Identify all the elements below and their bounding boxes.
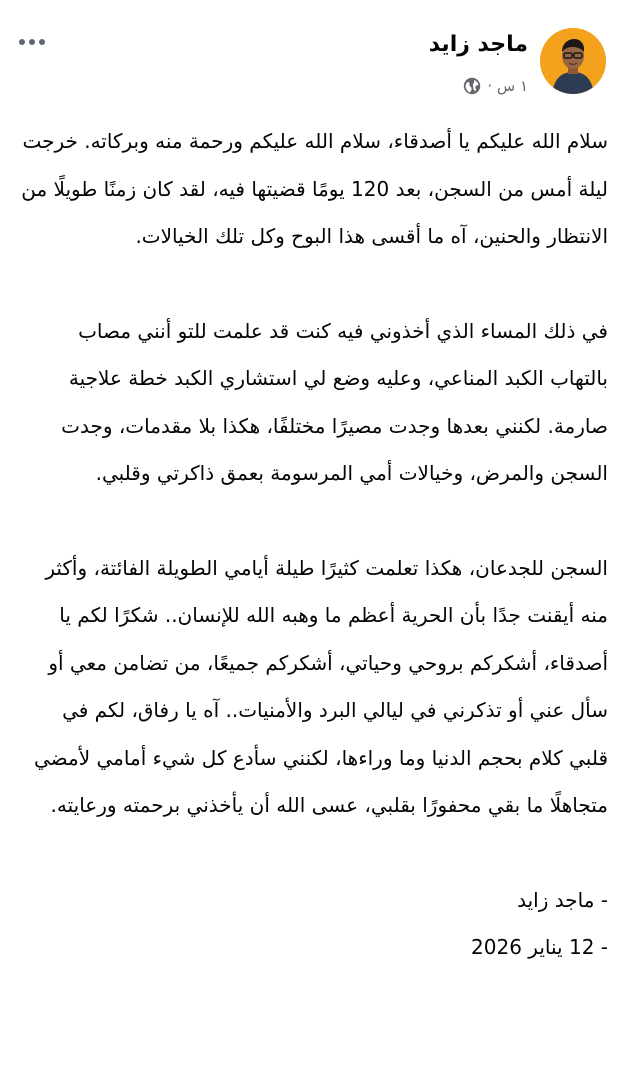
signature-name: - ماجد زايد <box>517 887 608 912</box>
avatar-photo <box>540 28 606 94</box>
post-time[interactable]: ١ س · <box>487 77 528 95</box>
post-paragraph: السجن للجدعان، هكذا تعلمت كثيرًا طيلة أيامي الطويلة الفائتة، وأكثر منه أيقنت جدًا بأن الحرية أعظم ما وهبه الله للإنسان.. شكرًا لكم يا أصدقاء، أشكركم بروحي وحياتي، أشكركم جميعًا، من تضامن معي أو سأل عني أو تذكرني في ليالي البرد والأمنيات.. آه يا رفاق، لكم في قلبي كلام بحجم الدنيا وما وراءها، لكنني سأدع كل شيء أمامي لأمضي متجاهلًا ما بقي محفورًا بقلبي، عسى الله أن يأخذني برحمته ورعايته. <box>34 555 608 817</box>
post-meta <box>463 76 528 96</box>
post-body <box>18 118 608 972</box>
author-avatar[interactable] <box>540 28 606 94</box>
more-dot-icon <box>29 39 35 45</box>
post-header <box>0 0 626 108</box>
more-dot-icon <box>19 39 25 45</box>
post-paragraph: سلام الله عليكم يا أصدقاء، سلام الله عليكم ورحمة منه وبركاته. خرجت ليلة أمس من السجن، بعد 120 يومًا قضيتها فيه، لقد كان زمنًا طويلًا من الانتظار والحنين، آه ما أقسى هذا البوح وكل تلك الخيالات. <box>21 129 608 248</box>
author-name[interactable]: ماجد زايد <box>428 32 528 57</box>
more-options-button[interactable] <box>14 30 50 54</box>
more-dot-icon <box>39 39 45 45</box>
post-paragraph: في ذلك المساء الذي أخذوني فيه كنت قد علمت للتو أنني مصاب بالتهاب الكبد المناعي، وعليه وضع لي استشاري الكبد خطة علاجية صارمة. لكنني بعدها وجدت مصيرًا مختلفًا، هكذا بلا مقدمات، وجدت السجن والمرض، وخيالات أمي المرسومة بعمق ذاكرتي وقلبي. <box>61 318 608 485</box>
signature-date: - 12 يناير 2026 <box>471 935 608 959</box>
globe-icon[interactable] <box>463 77 481 95</box>
